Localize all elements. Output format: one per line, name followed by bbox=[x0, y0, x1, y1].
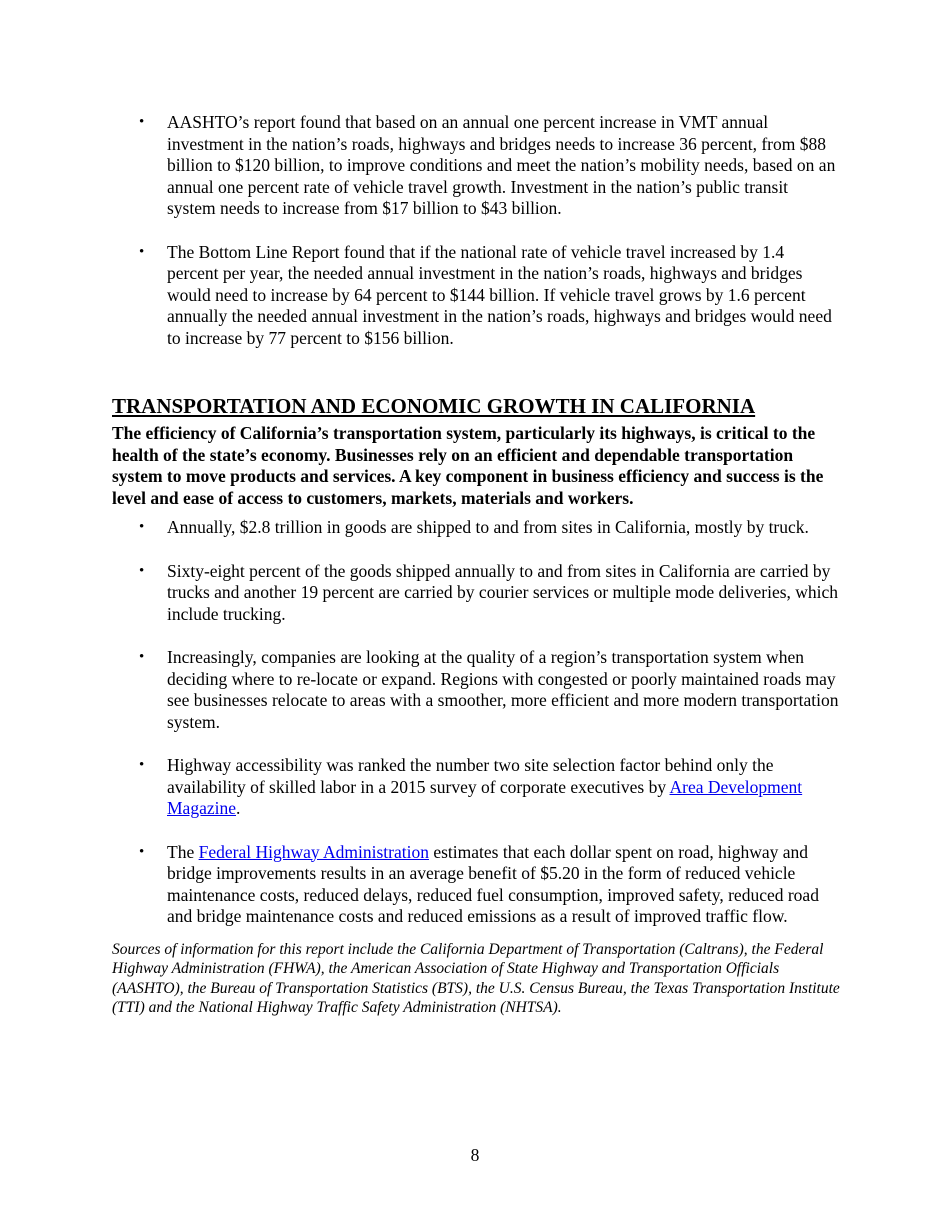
list-item-text: Sixty-eight percent of the goods shipped annually to and from sites in California are carried by trucks and another 19 percent are carried by courier services or multiple mode deliveries, which include trucking. bbox=[167, 560, 839, 624]
list-item-text-pre: Highway accessibility was ranked the number two site selection factor behind only the availability of skilled labor in a 2015 survey of corporate executives by bbox=[167, 755, 774, 797]
list-item bbox=[112, 647, 840, 733]
bullet-icon: • bbox=[139, 243, 145, 260]
document-page bbox=[112, 112, 840, 1033]
bullet-icon: • bbox=[139, 843, 145, 860]
list-item bbox=[112, 561, 840, 626]
federal-highway-administration-link[interactable]: Federal Highway Administration bbox=[198, 841, 429, 862]
list-item-text: AASHTO’s report found that based on an annual one percent increase in VMT annual investment in the nation’s roads, highways and bridges needs to increase 36 percent, from $88 billion to $120 billion, to improve conditions and meet the nation’s mobility needs, based on an annual one percent rate of vehicle travel growth. Investment in the nation’s public transit system needs to increase from $17 billion to $43 billion. bbox=[167, 112, 836, 218]
list-item bbox=[112, 755, 840, 820]
list-item-text-pre: The bbox=[167, 841, 199, 862]
bullet-icon: • bbox=[139, 519, 145, 535]
page-number: 8 bbox=[470, 1145, 480, 1165]
bullet-icon: • bbox=[139, 649, 145, 665]
sources-note: Sources of information for this report include the California Department of Transportation (Caltrans), the Federal Highway Administration (FHWA), the American Association of State Highway and Transportation Officials (AASHTO), the Bureau of Transportation Statistics (BTS), the U.S. Census Bureau, the Texas Transportation Institute (TTI) and the National Highway Traffic Safety Administration (NHTSA). bbox=[112, 940, 840, 1016]
section-lead: The efficiency of California’s transportation system, particularly its highways, is critical to the health of the state’s economy. Businesses rely on an efficient and dependable transportation system to move products and services. A key component in business efficiency and success is the level and ease of access to customers, markets, materials and workers. bbox=[112, 423, 824, 508]
list-item bbox=[112, 842, 840, 928]
list-item bbox=[112, 242, 840, 350]
list-item-text: Annually, $2.8 trillion in goods are shipped to and from sites in California, mostly by truck. bbox=[167, 517, 809, 537]
list-item-text-post: . bbox=[236, 798, 241, 818]
list-item-text: The Bottom Line Report found that if the national rate of vehicle travel increased by 1.4 percent per year, the needed annual investment in the nation’s roads, highways and bridges would need to increase by 64 percent to $144 billion. If vehicle travel grows by 1.6 percent annually the needed annual investment in the nation’s roads, highways and bridges would need to increase by 77 percent to $156 billion. bbox=[167, 241, 832, 348]
list-item-text: Increasingly, companies are looking at the quality of a region’s transportation system when deciding where to re-locate or expand. Regions with congested or poorly maintained roads may see businesses relocate to areas with a smoother, more efficient and more modern transportation system. bbox=[167, 647, 839, 732]
area-development-magazine-link[interactable]: Area Development Magazine bbox=[167, 776, 803, 818]
bullet-icon: • bbox=[139, 757, 145, 773]
bullet-icon: • bbox=[139, 562, 145, 579]
section-heading: TRANSPORTATION AND ECONOMIC GROWTH IN CALIFORNIA bbox=[112, 394, 756, 418]
bullet-icon: • bbox=[139, 114, 145, 130]
list-item bbox=[112, 112, 840, 220]
list-item-text-post: estimates that each dollar spent on road, highway and bridge improvements results in an average benefit of $5.20 in the form of reduced vehicle maintenance costs, reduced delays, reduced fuel consumption, improved safety, reduced road and bridge maintenance costs and reduced emissions as a result of improved traffic flow. bbox=[167, 841, 819, 926]
list-item-text bbox=[167, 755, 802, 818]
bullet-list-section bbox=[112, 517, 840, 928]
bullet-list-top bbox=[112, 112, 840, 349]
list-item-text bbox=[167, 842, 819, 927]
list-item bbox=[112, 517, 840, 539]
